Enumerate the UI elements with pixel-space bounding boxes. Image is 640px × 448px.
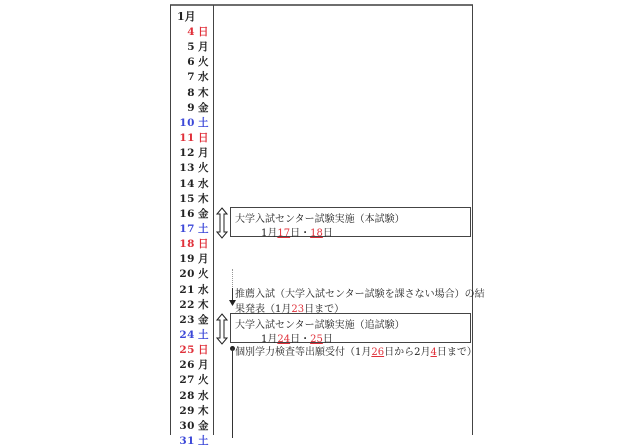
day-row [179, 236, 209, 251]
day-number: 23 [179, 313, 195, 326]
weekday-label: 金 [198, 313, 209, 326]
day-row [187, 100, 209, 115]
weekday-label: 土 [198, 435, 209, 448]
date-highlight: 4 [430, 347, 437, 358]
main-exam-box [230, 207, 471, 237]
weekday-label: 水 [198, 283, 209, 296]
dates-sep: 日・ [290, 334, 311, 345]
weekday-label: 日 [198, 344, 209, 357]
day-row [179, 160, 209, 175]
weekday-label: 日 [198, 238, 209, 251]
day-row [179, 266, 209, 281]
day-row [179, 130, 209, 145]
day-row [179, 327, 209, 342]
day-row [179, 403, 209, 418]
day-row [179, 297, 209, 312]
day-number: 4 [187, 26, 195, 38]
day-number: 30 [179, 419, 195, 432]
day-number: 12 [179, 147, 195, 160]
date-highlight: 26 [371, 347, 385, 358]
dates-prefix: 1月 [261, 228, 278, 239]
day-row [187, 54, 209, 69]
day-number: 6 [187, 56, 195, 69]
day-number: 20 [179, 268, 195, 281]
day-row [179, 342, 209, 357]
day-number: 5 [187, 41, 195, 54]
day-row [179, 191, 209, 206]
weekday-label: 土 [198, 116, 209, 129]
day-number: 16 [179, 207, 195, 220]
weekday-label: 火 [198, 374, 209, 387]
day-row [187, 85, 209, 100]
text-middle: 日から2月 [384, 347, 431, 358]
text-prefix: 果発表（1月 [235, 304, 292, 315]
day-row [179, 115, 209, 130]
day-row [179, 357, 209, 372]
day-number: 31 [179, 435, 195, 448]
day-number: 10 [179, 116, 195, 129]
weekday-label: 木 [198, 298, 209, 311]
day-number: 22 [179, 298, 195, 311]
day-row [187, 69, 209, 84]
weekday-label: 月 [198, 147, 209, 160]
weekday-label: 日 [198, 26, 209, 38]
day-number: 14 [179, 177, 195, 190]
weekday-label: 金 [198, 419, 209, 432]
dates-sep: 日・ [290, 228, 311, 239]
weekday-label: 月 [198, 253, 209, 266]
weekday-label: 土 [198, 329, 209, 341]
day-row [179, 282, 209, 297]
schedule-table [170, 5, 485, 448]
day-row [179, 145, 209, 160]
weekday-label: 火 [198, 56, 209, 69]
weekday-label: 水 [198, 177, 209, 190]
main-exam-dates [261, 224, 333, 239]
text-prefix: 個別学力検査等出願受付（1月 [235, 347, 372, 358]
day-row [179, 418, 209, 433]
day-number: 9 [187, 101, 195, 114]
day-row [179, 206, 209, 221]
day-row [187, 24, 209, 39]
date-highlight: 24 [277, 334, 291, 345]
day-row [179, 312, 209, 327]
day-row [179, 251, 209, 266]
day-number: 27 [179, 374, 195, 387]
day-number: 7 [187, 71, 195, 84]
date-column [171, 5, 214, 448]
day-number: 24 [179, 329, 195, 341]
day-number: 17 [179, 222, 195, 235]
makeup-exam-box [230, 313, 471, 343]
main-exam-title: 大学入試センター試験実施（本試験） [235, 214, 405, 225]
month-label: 1月 [177, 10, 196, 23]
date-highlight: 18 [310, 228, 323, 239]
dates-suffix: 日 [322, 228, 333, 239]
double-arrow-icon [216, 313, 228, 345]
text-suffix: 日まで） [304, 304, 345, 315]
date-highlight: 23 [291, 304, 305, 315]
weekday-label: 土 [198, 222, 209, 235]
day-number: 8 [187, 86, 195, 99]
day-number: 18 [179, 238, 195, 251]
weekday-label: 木 [198, 404, 209, 417]
text-suffix: 日まで） [436, 347, 477, 358]
day-row [179, 176, 209, 191]
weekday-label: 水 [198, 389, 209, 402]
double-arrow-icon [216, 207, 228, 239]
day-number: 13 [179, 162, 195, 175]
weekday-label: 火 [198, 268, 209, 281]
day-row [179, 221, 209, 236]
dates-prefix: 1月 [261, 334, 278, 345]
weekday-label: 水 [198, 71, 209, 84]
weekday-label: 月 [198, 359, 209, 372]
day-row [187, 39, 209, 54]
recommendation-line1: 推薦入試（大学入試センター試験を課さない場合）の結 [235, 289, 485, 300]
day-number: 25 [179, 344, 195, 357]
weekday-label: 木 [198, 86, 209, 99]
day-number: 19 [179, 253, 195, 266]
weekday-label: 金 [198, 101, 209, 114]
day-number: 29 [179, 404, 195, 417]
day-number: 26 [179, 359, 195, 372]
weekday-label: 木 [198, 192, 209, 205]
weekday-label: 日 [198, 132, 209, 145]
weekday-label: 金 [198, 207, 209, 220]
day-number: 11 [179, 132, 195, 145]
application-period [235, 343, 477, 358]
day-number: 28 [179, 389, 195, 402]
weekday-label: 月 [198, 41, 209, 54]
weekday-label: 火 [198, 162, 209, 175]
day-row [179, 388, 209, 403]
date-highlight: 17 [277, 228, 291, 239]
date-highlight: 25 [310, 334, 323, 345]
day-row [179, 372, 209, 387]
timeline-line [232, 348, 233, 438]
makeup-exam-title: 大学入試センター試験実施（追試験） [235, 320, 405, 331]
day-number: 15 [179, 192, 195, 205]
day-row [179, 433, 209, 448]
day-number: 21 [179, 283, 195, 296]
dates-suffix: 日 [322, 334, 333, 345]
